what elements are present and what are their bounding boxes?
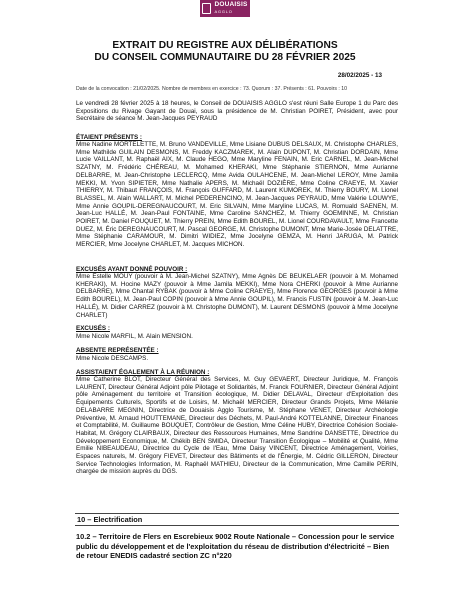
assist-heading: ASSISTAIENT ÉGALEMENT À LA RÉUNION : — [76, 369, 210, 376]
logo-mark-icon — [202, 3, 211, 14]
deliberation-reference: 28/02/2025 - 13 — [337, 72, 382, 79]
section-heading: 10 – Electrification — [75, 513, 399, 526]
excused-list: Mme Nicole MARFIL, M. Alain MENSION. — [76, 333, 193, 340]
absent-list: Mme Nicole DESCAMPS. — [76, 355, 149, 362]
logo-name: DOUAISIS — [214, 1, 248, 8]
intro-paragraph: Le vendredi 28 février 2025 à 18 heures, le Conseil de DOUAISIS AGGLO s'est réuni Salle Europe 1 du Parc des Expositions du Rivage Gayant de Douai, sous la présidence de M. Christian POIRET, Président, avec pour Secrétaire de séance M. Jean-Jacques PEYRAUD — [76, 100, 398, 123]
excused-heading: EXCUSÉS : — [76, 325, 110, 332]
douaisis-agglo-logo — [200, 0, 250, 17]
present-list: Mme Nadine MORTELETTE, M. Bruno VANDEVILLE, Mme Lisiane DUBUS DELSAUX, M. Christophe CHARLES, Mme Mathilde GUILAIN DESMONS, M. Freddy KACZMAREK, M. Alain DUPONT, M. Christian DORDAIN, Mme Lucie VAILLANT, M. Raphaël AIX, M. Claude HEGO, Mme Maryline FENAIN, M. Eric CARNEL, M. Jean-Michel SZATNY, M. Frédéric CHÉREAU, M. Mohamed KHERAKI, Mme Stéphanie STIERNON, Mme Aurianne DELBARRE, M. Jean-Christophe LECLERCQ, Mme Avida OULAHCENE, M. Jean-Michel LEROY, Mme Jamila MEKKI, M. Yvon SIPIETER, Mme Nathalie APERS, M. Michaël DOZIÈRE, Mme Coline CRAEYE, M. Xavier THIERRY, M. Thibaut FRANÇOIS, M. François GUFFARD, M. Laurent KUMOREK, M. Thierry BOURY, M. Lionel BLASSEL, M. Alain WALLART, M. Michel PEDERENCINO, M. Jean-Jacques PEYRAUD, Mme Valérie LOUWYE, Mme Annie GOUPIL-DEREGNAUCOURT, M. Eric SILVAIN, Mme Maryline LUCAS, M. Romuald SAENEN, M. Jean-Luc HALLÉ, M. Jean-Paul FONTAINE, Mme Caroline SANCHEZ, M. Thierry GOEMINNE, M. Christian POIRET, M. Daniel FOUQUET, M. Thierry PREIN, Mme Edith BOUREL, M. Lionel COURDAVAULT, Mme Francette DUEZ, M. Éric DEREGNAUCOURT, M. Pascal GEORGE, M. Christophe DUMONT, Mme Marie-Josée DELATTRE, Mme Stéphanie CARAMOUR, M. Dimitri WIDIEZ, Mme Jocelyne GEMZA, M. Henri JARUGA, M. Patrick MERCIER, Mme Jocelyne CHARLET, M. Jacques MICHON. — [76, 141, 398, 249]
meeting-metadata: Date de la convocation : 21/02/2025. Nombre de membres en exercice : 73. Quorum : 37. Présents : 61. Pouvoirs : 10 — [76, 86, 348, 92]
excused-power-list: Mme Estelle MOUY (pouvoir à M. Jean-Michel SZATNY), Mme Agnès DE BEUKELAER (pouvoir à M. Mohamed KHERAKI), M. Hocine MAZY (pouvoir à Mme Jamila MEKKI), Mme Nora CHERKI (pouvoir à Mme Aurianne DELBARRE), Mme Chantal RYBAK (pouvoir à Mme Coline CRAEYE), Mme Florence GEORGES (pouvoir à Mme Edith BOUREL), M. Jean-Paul COPIN (pouvoir à Mme Annie GOUPIL), M. Francis FUSTIN (pouvoir à M. Jean-Luc HALLÉ), M. Didier CARREZ (pouvoir à M. Christophe DUMONT), M. Laurent DESMONS (pouvoir à Mme Jocelyne CHARLET) — [76, 273, 398, 319]
document-title-line-2: DU CONSEIL COMMUNAUTAIRE DU 28 FÉVRIER 2025 — [94, 52, 356, 63]
assist-list: Mme Catherine BLOT, Directeur Général des Services, M. Guy GEVAERT, Directeur Juridique, M. François LAURENT, Directeur Général Adjoint pôle Pilotage et Solidarités, M. Franck FOURNIER, Directeur Général Adjoint pôle Aménagement du territoire et Transition écologique, M. Didier DELAVAL, Directeur d'Exploitation des Équipements Culturels, Sportifs et de Loisirs, M. Michaël MERCIER, Directeur Grands Projets, Mme Mélanie DELABARRE MEGNIN, Directrice de Douaisis Agglo Tourisme, M. Stéphane VENET, Directeur Archéologie Préventive, M. Arnaud HOUTTEMANE, Directeur des Déchets, M. Paul-André KOTTELANNE, Directeur Finances et Comptabilité, M. Guillaume BOUQUET, Contrôleur de Gestion, Mme Céline HUBY, Directrice Cohésion Sociale-Habitat, M. Grégory CLAIRBAUX, Directeur des Ressources Humaines, Mme Sandrine DANSETTE, Directrice du Développement Economique, M. Chékib BEN SMIDA, Directeur Transition Écologique – Mobilité et Qualité, Mme Emilie NIBEAUDEAU, Directrice du Cycle de l'Eau, Mme Daisy VINCENT, Directrice Aménagement, Voiries, Espaces naturels, M. Grégory FIEVET, Directeur des Bâtiments et de l'Énergie, M. Cédric GILLERON, Directeur Service Technologies Information, M. Raphaël MATHIEU, Directeur de la Communication, Mme Camille PERIN, chargée de mission auprès du DGS. — [76, 376, 398, 476]
excused-power-heading: EXCUSÉS AYANT DONNÉ POUVOIR : — [76, 266, 188, 273]
present-heading: ÉTAIENT PRÉSENTS : — [76, 134, 143, 141]
item-title: 10.2 – Territoire de Flers en Escrebieux 9002 Route Nationale – Concession pour le service public du développement et de l'exploitation du réseau de distribution d'électricité – Bien de retour ENEDIS cadastré section ZC n°220 — [76, 532, 395, 560]
absent-heading: ABSENTE REPRÉSENTÉE : — [76, 347, 159, 354]
document-title-line-1: EXTRAIT DU REGISTRE AUX DÉLIBÉRATIONS — [112, 40, 338, 51]
logo-subname: AGGLO — [214, 8, 233, 14]
